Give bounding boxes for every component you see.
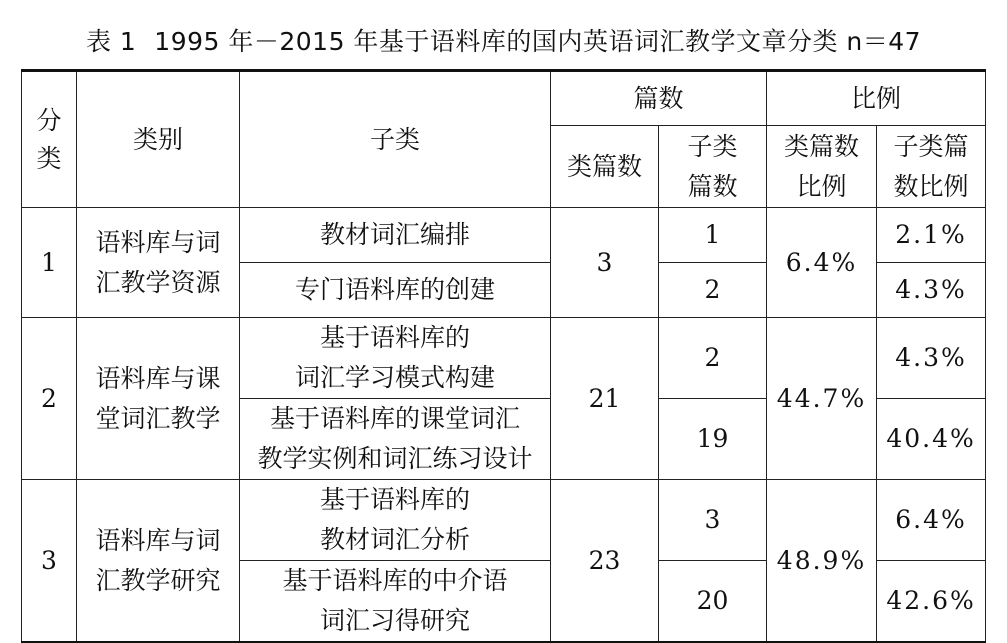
header-zilei-bili-line2: 数比例 (893, 171, 969, 201)
group-ratio: 44.7% (767, 318, 877, 480)
group-category-line2: 堂词汇教学 (95, 403, 221, 433)
sub-category-line2: 教学实例和词汇练习设计 (257, 444, 533, 473)
header-pianshu: 篇数 (551, 71, 767, 126)
group-ratio: 48.9% (767, 480, 877, 643)
sub-category-line1: 基于语料库的课堂词汇 (269, 404, 520, 433)
sub-category-line1: 基于语料库的中介语 (282, 566, 508, 595)
table-caption (0, 22, 1007, 58)
sub-category: 专门语料库的创建 (240, 263, 551, 318)
header-bili: 比例 (767, 71, 986, 126)
group-count: 23 (551, 480, 659, 643)
header-fenlei-line2: 类 (36, 143, 62, 173)
sub-category-line1: 基于语料库的 (319, 485, 470, 514)
sub-count: 3 (659, 480, 767, 561)
header-lei-bili-line2: 比例 (796, 171, 847, 201)
header-lei-bili (767, 126, 877, 208)
group-id: 3 (22, 480, 77, 643)
group-category (77, 480, 240, 643)
sub-count: 1 (659, 208, 767, 263)
header-row-1 (22, 71, 986, 126)
table-row (22, 318, 986, 399)
group-id: 2 (22, 318, 77, 480)
caption-text: 1995 年－2015 年基于语料库的国内英语词汇教学文章分类 n＝47 (154, 27, 922, 56)
classification-table (21, 69, 986, 643)
header-zilei-bili (877, 126, 986, 208)
group-category-line2: 汇教学研究 (95, 565, 221, 595)
sub-count: 2 (659, 263, 767, 318)
sub-category-line1: 基于语料库的 (319, 323, 470, 352)
sub-ratio: 4.3% (877, 263, 986, 318)
sub-category (240, 399, 551, 480)
group-category-line1: 语料库与词 (95, 227, 221, 257)
sub-ratio: 40.4% (877, 399, 986, 480)
header-zilei-bili-line1: 子类篇 (893, 131, 969, 161)
header-zilei-pianshu (659, 126, 767, 208)
group-ratio: 6.4% (767, 208, 877, 318)
group-count: 3 (551, 208, 659, 318)
sub-count: 20 (659, 561, 767, 643)
sub-ratio: 2.1% (877, 208, 986, 263)
sub-category: 教材词汇编排 (240, 208, 551, 263)
table-row (22, 480, 986, 561)
sub-category-line2: 教材词汇分析 (319, 525, 470, 554)
header-zilei-pianshu-line1: 子类 (687, 131, 738, 161)
sub-category (240, 561, 551, 643)
sub-category (240, 318, 551, 399)
group-category (77, 208, 240, 318)
sub-ratio: 42.6% (877, 561, 986, 643)
group-category-line1: 语料库与词 (95, 525, 221, 555)
group-category (77, 318, 240, 480)
sub-category-line2: 词汇学习模式构建 (294, 363, 495, 392)
header-leibie: 类别 (77, 71, 240, 208)
sub-ratio: 6.4% (877, 480, 986, 561)
header-lei-pianshu: 类篇数 (551, 126, 659, 208)
sub-count: 19 (659, 399, 767, 480)
group-count: 21 (551, 318, 659, 480)
header-lei-bili-line1: 类篇数 (784, 131, 860, 161)
group-category-line2: 汇教学资源 (95, 267, 221, 297)
header-zilei-pianshu-line2: 篇数 (687, 171, 738, 201)
group-id: 1 (22, 208, 77, 318)
sub-category (240, 480, 551, 561)
header-fenlei-line1: 分 (36, 105, 62, 135)
group-category-line1: 语料库与课 (95, 363, 221, 393)
header-zilei: 子类 (240, 71, 551, 208)
sub-count: 2 (659, 318, 767, 399)
header-fenlei (22, 71, 77, 208)
sub-ratio: 4.3% (877, 318, 986, 399)
caption-label: 表 1 (85, 27, 137, 56)
table-row (22, 208, 986, 263)
sub-category-line2: 词汇习得研究 (319, 606, 470, 635)
